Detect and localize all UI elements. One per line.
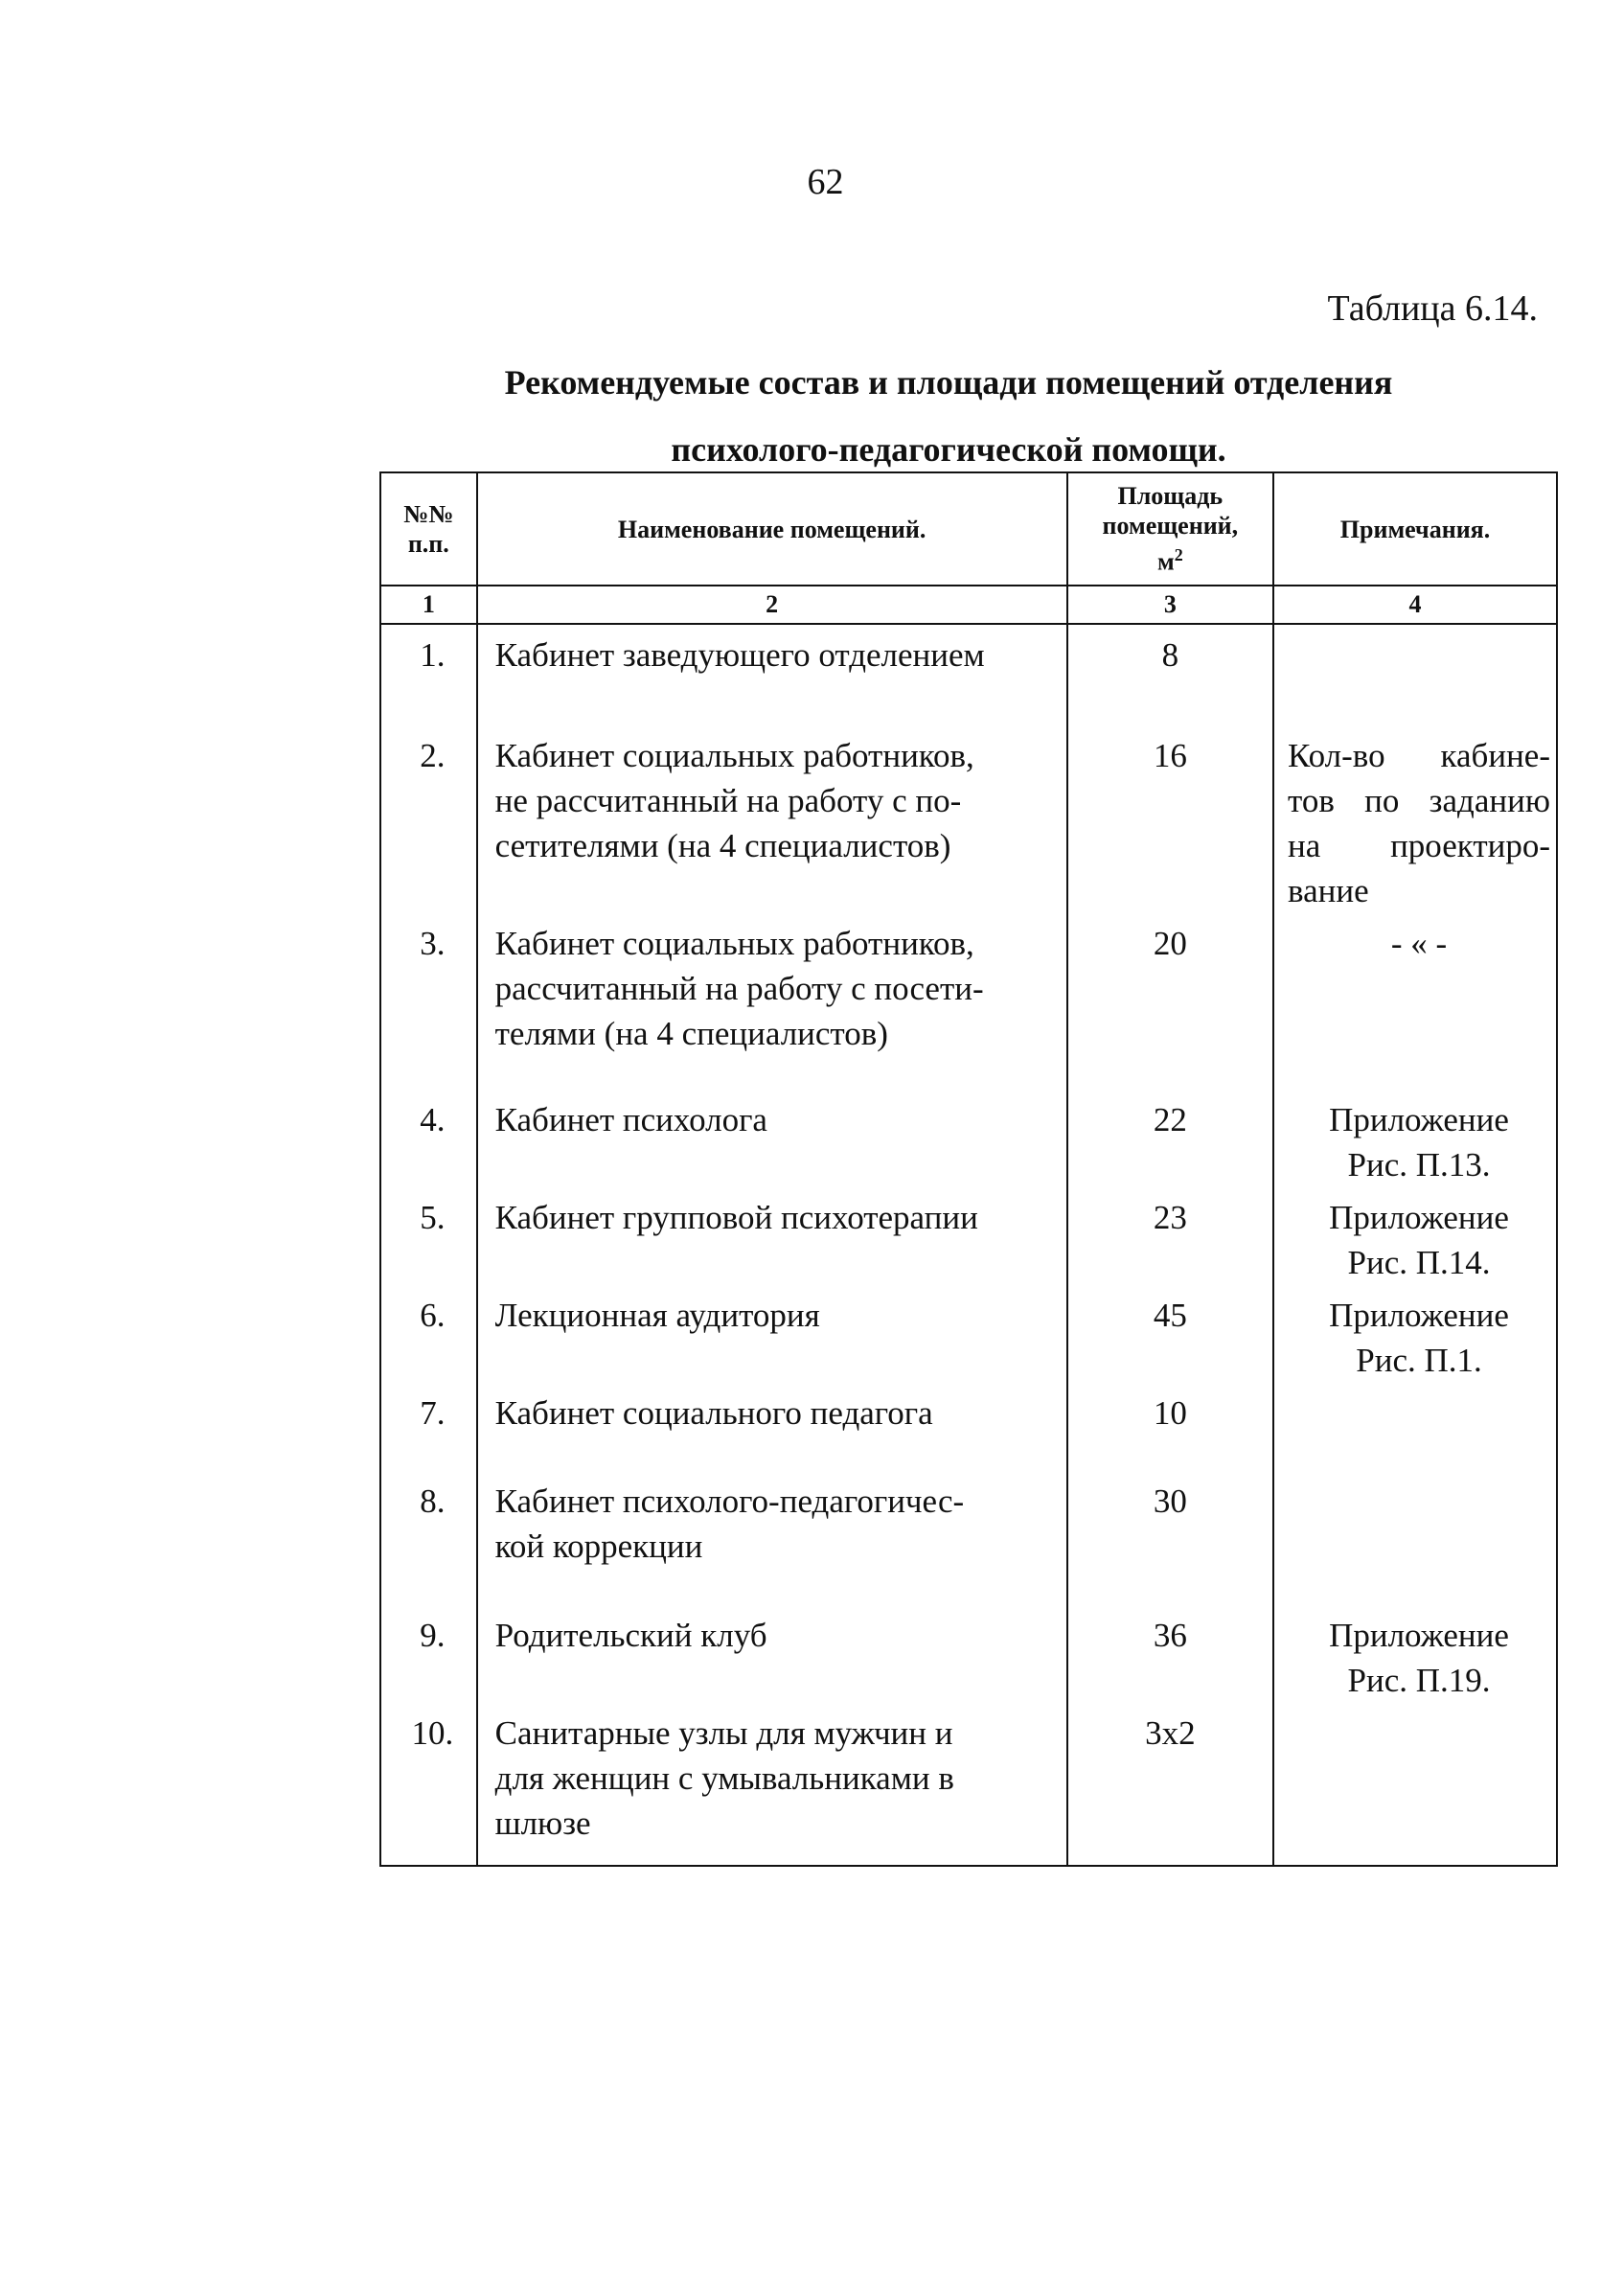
room-name-line: Кабинет социального педагога xyxy=(494,1394,933,1432)
table-caption: Таблица 6.14. xyxy=(1327,288,1538,329)
room-note xyxy=(1273,1285,1557,1383)
column-number: 2 xyxy=(477,586,1067,624)
room-note xyxy=(1273,1703,1557,1866)
page-number: 62 xyxy=(807,162,844,202)
column-numbers-row xyxy=(380,586,1557,624)
header-note: Примечания. xyxy=(1273,472,1557,586)
room-name xyxy=(477,1703,1067,1866)
rooms-table xyxy=(379,471,1558,1867)
room-name xyxy=(477,624,1067,725)
header-name: Наименование помещений. xyxy=(477,472,1067,586)
room-area: 20 xyxy=(1067,913,1273,1090)
table-row xyxy=(380,1605,1557,1703)
row-number: 10. xyxy=(380,1703,477,1866)
room-name-line: рассчитанный на работу с посети- xyxy=(494,970,984,1007)
room-name xyxy=(477,913,1067,1090)
room-area: 3х2 xyxy=(1067,1703,1273,1866)
room-name-line: сетителями (на 4 специалистов) xyxy=(494,827,951,864)
document-title xyxy=(374,349,1523,483)
room-area: 22 xyxy=(1067,1090,1273,1187)
column-number: 4 xyxy=(1273,586,1557,624)
table-row xyxy=(380,624,1557,725)
room-note-line: Приложение xyxy=(1329,1199,1509,1236)
row-number: 8. xyxy=(380,1471,477,1605)
room-name-line: Кабинет социальных работников, xyxy=(494,737,974,774)
room-name xyxy=(477,1605,1067,1703)
room-area: 16 xyxy=(1067,725,1273,913)
room-name-line: Кабинет групповой психотерапии xyxy=(494,1199,978,1236)
table-row xyxy=(380,1285,1557,1383)
room-area: 23 xyxy=(1067,1187,1273,1285)
table-row xyxy=(380,1471,1557,1605)
room-note-line: Рис. П.13. xyxy=(1347,1146,1491,1183)
room-note-line: вание xyxy=(1288,872,1369,909)
table-body xyxy=(380,624,1557,1866)
row-number: 5. xyxy=(380,1187,477,1285)
room-note xyxy=(1273,725,1557,913)
room-name xyxy=(477,1383,1067,1471)
room-note-line: Приложение xyxy=(1329,1617,1509,1654)
table-row xyxy=(380,913,1557,1090)
column-number: 1 xyxy=(380,586,477,624)
room-note xyxy=(1273,913,1557,1090)
room-name-line: Родительский клуб xyxy=(494,1617,767,1654)
header-area: Площадь помещений, $м^2$ xyxy=(1067,472,1273,586)
room-note xyxy=(1273,1090,1557,1187)
room-note xyxy=(1273,1187,1557,1285)
room-name-line: не рассчитанный на работу с по- xyxy=(494,782,962,819)
room-name xyxy=(477,1471,1067,1605)
room-name-line: для женщин с умывальниками в xyxy=(494,1759,954,1797)
row-number: 7. xyxy=(380,1383,477,1471)
row-number: 2. xyxy=(380,725,477,913)
table-row xyxy=(380,725,1557,913)
row-number: 9. xyxy=(380,1605,477,1703)
room-name-line: Кабинет психолого-педагогичес- xyxy=(494,1482,965,1520)
row-number: 1. xyxy=(380,624,477,725)
room-note-line: на проектиро- xyxy=(1288,827,1550,864)
room-name-line: Лекционная аудитория xyxy=(494,1297,820,1334)
room-area: 30 xyxy=(1067,1471,1273,1605)
room-area: 10 xyxy=(1067,1383,1273,1471)
room-area: 8 xyxy=(1067,624,1273,725)
room-area: 36 xyxy=(1067,1605,1273,1703)
room-name-line: телями (на 4 специалистов) xyxy=(494,1015,888,1052)
room-note-line: Рис. П.14. xyxy=(1347,1244,1491,1281)
title-line-2: психолого-педагогической помощи. xyxy=(671,430,1226,469)
room-name-line: кой коррекции xyxy=(494,1528,703,1565)
room-name-line: шлюзе xyxy=(494,1804,591,1842)
room-note-line: Кол-во кабине- xyxy=(1288,737,1550,774)
room-note-line: Приложение xyxy=(1329,1297,1509,1334)
room-note xyxy=(1273,1383,1557,1471)
room-note xyxy=(1273,1471,1557,1605)
room-note-line: Рис. П.19. xyxy=(1347,1662,1491,1699)
room-note-line: - « - xyxy=(1390,925,1448,962)
room-area: 45 xyxy=(1067,1285,1273,1383)
room-note-line: тов по заданию xyxy=(1288,782,1550,819)
room-name-line: Кабинет социальных работников, xyxy=(494,925,974,962)
row-number: 4. xyxy=(380,1090,477,1187)
room-name-line: Кабинет психолога xyxy=(494,1101,767,1138)
room-name-line: Кабинет заведующего отделением xyxy=(494,636,985,674)
table-row xyxy=(380,1187,1557,1285)
title-line-1: Рекомендуемые состав и площади помещений отделения xyxy=(504,363,1393,402)
row-number: 6. xyxy=(380,1285,477,1383)
table-row xyxy=(380,1703,1557,1866)
row-number: 3. xyxy=(380,913,477,1090)
room-name xyxy=(477,1285,1067,1383)
room-name xyxy=(477,1090,1067,1187)
room-name xyxy=(477,725,1067,913)
header-num: №№ п.п. xyxy=(380,472,477,586)
room-note xyxy=(1273,624,1557,725)
room-name xyxy=(477,1187,1067,1285)
table-row xyxy=(380,1383,1557,1471)
room-note xyxy=(1273,1605,1557,1703)
table-row xyxy=(380,1090,1557,1187)
column-number: 3 xyxy=(1067,586,1273,624)
room-note-line: Рис. П.1. xyxy=(1356,1342,1482,1379)
room-name-line: Санитарные узлы для мужчин и xyxy=(494,1714,953,1752)
table-header-row xyxy=(380,472,1557,586)
room-note-line: Приложение xyxy=(1329,1101,1509,1138)
